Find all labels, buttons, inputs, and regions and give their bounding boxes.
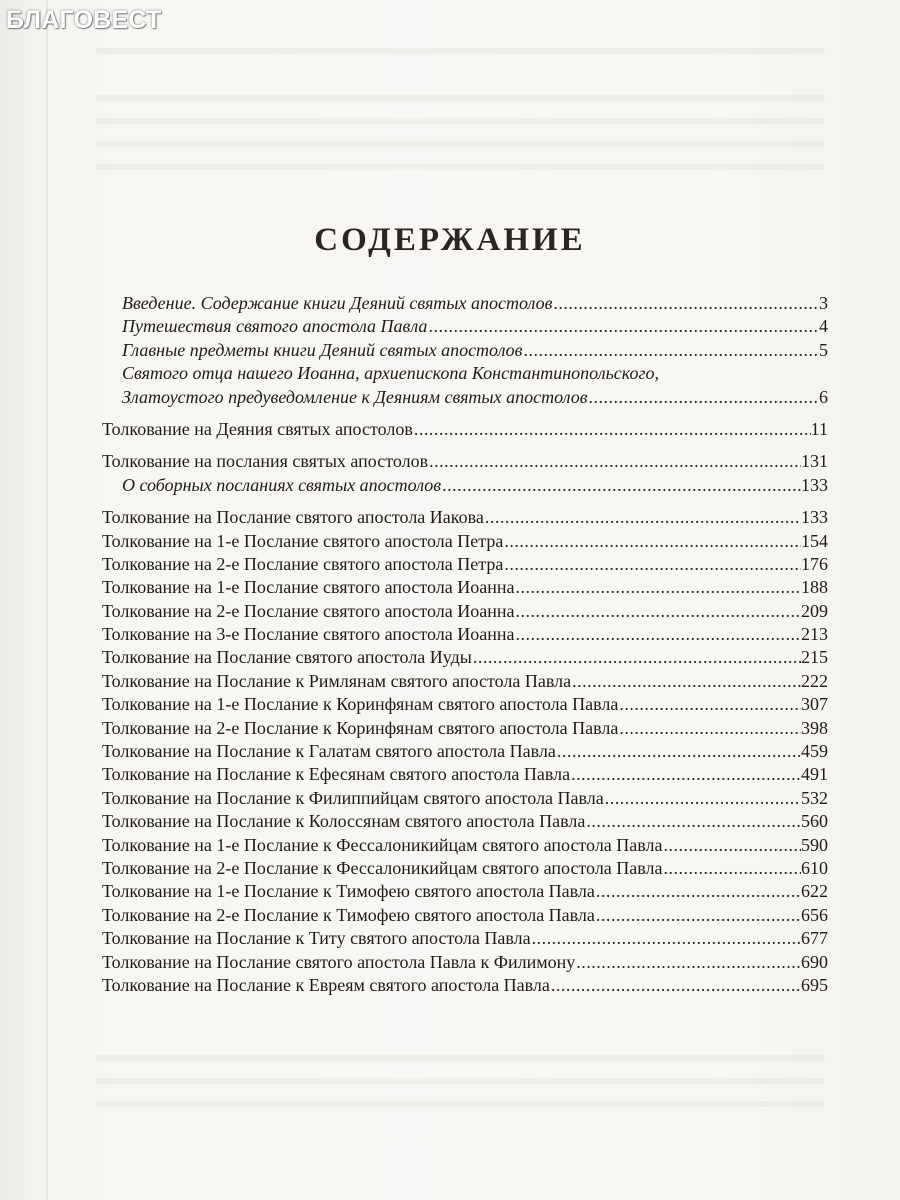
toc-entry-title: Толкование на Послание святого апостола Иакова (102, 507, 484, 528)
toc-leader-dots (556, 740, 801, 763)
toc-leader-dots (515, 623, 801, 646)
toc-entry-page: 11 (810, 418, 828, 439)
toc-entry[interactable] (102, 600, 828, 623)
bleed-through-line (95, 141, 825, 147)
toc-entry[interactable] (102, 834, 828, 857)
toc-entry-page: 6 (819, 386, 828, 407)
toc-leader-dots (618, 717, 801, 740)
toc-entry-chrysostom-line1[interactable] (102, 362, 828, 385)
toc-entry[interactable] (102, 951, 828, 974)
toc-entry-title: Толкование на 1-е Послание к Тимофею святого апостола Павла (102, 881, 595, 902)
toc-entry-chrysostom-line2[interactable] (102, 386, 828, 409)
toc-entry[interactable] (102, 553, 828, 576)
toc-entry-title: Толкование на Послание к Галатам святого апостола Павла (102, 741, 556, 762)
toc-entry-page: 610 (801, 857, 828, 878)
toc-leader-dots (515, 600, 801, 623)
toc-leader-dots (441, 474, 801, 497)
toc-entry-page: 398 (801, 717, 828, 738)
toc-entry-page: 188 (801, 577, 828, 598)
toc-leader-dots (618, 693, 801, 716)
toc-entry-page: 133 (801, 507, 828, 528)
toc-leader-dots (663, 857, 801, 880)
toc-entry-title: Толкование на Послание к Римлянам святого апостола Павла (102, 670, 572, 691)
toc-entry-catholic-epistles[interactable] (102, 474, 828, 497)
toc-entry-page: 222 (801, 670, 828, 691)
toc-entry[interactable] (102, 857, 828, 880)
table-of-contents (102, 292, 828, 997)
toc-entry-page: 213 (801, 624, 828, 645)
toc-leader-dots (570, 763, 801, 786)
toc-entry[interactable] (102, 506, 828, 529)
toc-leader-dots (503, 553, 801, 576)
bleed-through-line (95, 1055, 825, 1061)
toc-leader-dots (595, 904, 801, 927)
toc-entry-title: Толкование на 2-е Послание к Тимофею святого апостола Павла (102, 904, 595, 925)
toc-leader-dots (427, 315, 819, 338)
toc-leader-dots (428, 450, 801, 473)
toc-entry[interactable] (102, 646, 828, 669)
toc-entry-page: 131 (801, 451, 828, 472)
toc-entry-title: Толкование на 2-е Послание к Коринфянам святого апостола Павла (102, 717, 619, 738)
toc-leader-dots (515, 576, 801, 599)
toc-entry-title: Толкование на 2-е Послание святого апостола Иоанна (102, 600, 515, 621)
toc-leader-dots (523, 339, 820, 362)
toc-leader-dots (503, 530, 801, 553)
toc-leader-dots (571, 670, 801, 693)
toc-entry-page: 656 (801, 904, 828, 925)
toc-entry-title: Златоустого предуведомление к Деяниям святых апостолов (122, 386, 588, 407)
toc-entry[interactable] (102, 787, 828, 810)
toc-entry[interactable] (102, 763, 828, 786)
toc-leader-dots (663, 834, 801, 857)
toc-entry-page: 677 (801, 928, 828, 949)
toc-leader-dots (585, 810, 801, 833)
toc-entry-page: 215 (801, 647, 828, 668)
toc-entry-page: 209 (801, 600, 828, 621)
toc-entry[interactable] (102, 904, 828, 927)
toc-entry-page: 154 (801, 530, 828, 551)
page-gutter-shadow (46, 0, 48, 1200)
toc-entry-title: Толкование на Послание к Ефесянам святого апостола Павла (102, 764, 571, 785)
toc-entry-page: 5 (819, 339, 828, 360)
toc-entry-title: Толкование на 1-е Послание к Фессалоникийцам святого апостола Павла (102, 834, 663, 855)
toc-entry-title: Толкование на послания святых апостолов (102, 451, 429, 472)
bleed-through-line (95, 118, 825, 124)
watermark-logo: БЛАГОВЕСТ (6, 6, 162, 34)
page-title: СОДЕРЖАНИЕ (314, 222, 586, 258)
toc-entry-title: Толкование на Послание святого апостола Иуды (102, 647, 472, 668)
toc-entry-main-subjects[interactable] (102, 339, 828, 362)
toc-entry-title: Толкование на Послание к Филиппийцам святого апостола Павла (102, 787, 604, 808)
toc-entry-page: 3 (819, 293, 828, 313)
toc-entry[interactable] (102, 974, 828, 997)
toc-entry-title: Путешествия святого апостола Павла (122, 316, 428, 337)
toc-entry-page: 590 (801, 834, 828, 855)
toc-entry[interactable] (102, 927, 828, 950)
toc-entry[interactable] (102, 880, 828, 903)
toc-entry-page: 560 (801, 811, 828, 832)
toc-entry[interactable] (102, 810, 828, 833)
toc-leader-dots (484, 506, 801, 529)
toc-entry-title: Введение. Содержание книги Деяний святых апостолов (122, 293, 553, 313)
bleed-through-line (95, 1101, 825, 1107)
toc-entry-title: Толкование на Послание к Колоссянам святого апостола Павла (102, 811, 586, 832)
toc-entry-title: Толкование на Деяния святых апостолов (102, 418, 413, 439)
toc-entry-page: 690 (801, 951, 828, 972)
toc-entry-title: Толкование на 2-е Послание святого апостола Петра (102, 553, 504, 574)
toc-leader-dots (413, 418, 811, 441)
toc-entry-title: Толкование на Послание святого апостола Павла к Филимону (102, 951, 576, 972)
toc-entry-title: Толкование на 1-е Послание святого апостола Петра (102, 530, 504, 551)
toc-leader-dots (604, 787, 801, 810)
toc-entry-title: О соборных посланиях святых апостолов (122, 474, 442, 495)
toc-entry-page: 695 (801, 974, 828, 995)
bleed-through-line (95, 48, 825, 54)
toc-entry-title: Толкование на Послание к Евреям святого апостола Павла (102, 974, 550, 995)
toc-leader-dots (550, 974, 801, 997)
toc-entry-title: Толкование на 2-е Послание к Фессалоникийцам святого апостола Павла (102, 857, 663, 878)
toc-leader-dots (531, 927, 801, 950)
bleed-through-line (95, 95, 825, 101)
toc-entry-acts[interactable] (102, 418, 828, 441)
toc-leader-dots (595, 880, 801, 903)
toc-leader-dots (575, 951, 801, 974)
toc-entry-page: 176 (801, 553, 828, 574)
toc-entry[interactable] (102, 693, 828, 716)
toc-entry-title: Главные предметы книги Деяний святых апостолов (122, 339, 523, 360)
bleed-through-line (95, 1078, 825, 1084)
toc-leader-dots (552, 292, 819, 315)
toc-entry-page: 4 (819, 316, 828, 337)
toc-entry-title: Толкование на 3-е Послание святого апостола Иоанна (102, 624, 515, 645)
toc-entry-page: 459 (801, 741, 828, 762)
toc-entry-title: Толкование на Послание к Титу святого апостола Павла (102, 928, 531, 949)
bleed-through-line (95, 164, 825, 170)
toc-entry-title: Святого отца нашего Иоанна, архиепископа Константинопольского, (122, 363, 660, 384)
toc-entry[interactable] (102, 717, 828, 740)
toc-entry-journeys[interactable] (102, 315, 828, 338)
toc-leader-dots (472, 646, 801, 669)
toc-entry-page: 307 (801, 694, 828, 715)
toc-entry[interactable] (102, 623, 828, 646)
toc-entry-epistles[interactable] (102, 450, 828, 473)
toc-entry[interactable] (102, 530, 828, 553)
toc-entry-page: 532 (801, 787, 828, 808)
toc-entry-page: 133 (801, 474, 828, 495)
toc-leader-dots (588, 386, 819, 409)
toc-entry[interactable] (102, 576, 828, 599)
toc-entry[interactable] (102, 740, 828, 763)
toc-entry[interactable] (102, 670, 828, 693)
toc-entry-intro[interactable] (102, 292, 828, 315)
toc-entry-title: Толкование на 1-е Послание к Коринфянам святого апостола Павла (102, 694, 619, 715)
toc-entry-page: 491 (801, 764, 828, 785)
toc-entry-page: 622 (801, 881, 828, 902)
toc-entry-title: Толкование на 1-е Послание святого апостола Иоанна (102, 577, 515, 598)
